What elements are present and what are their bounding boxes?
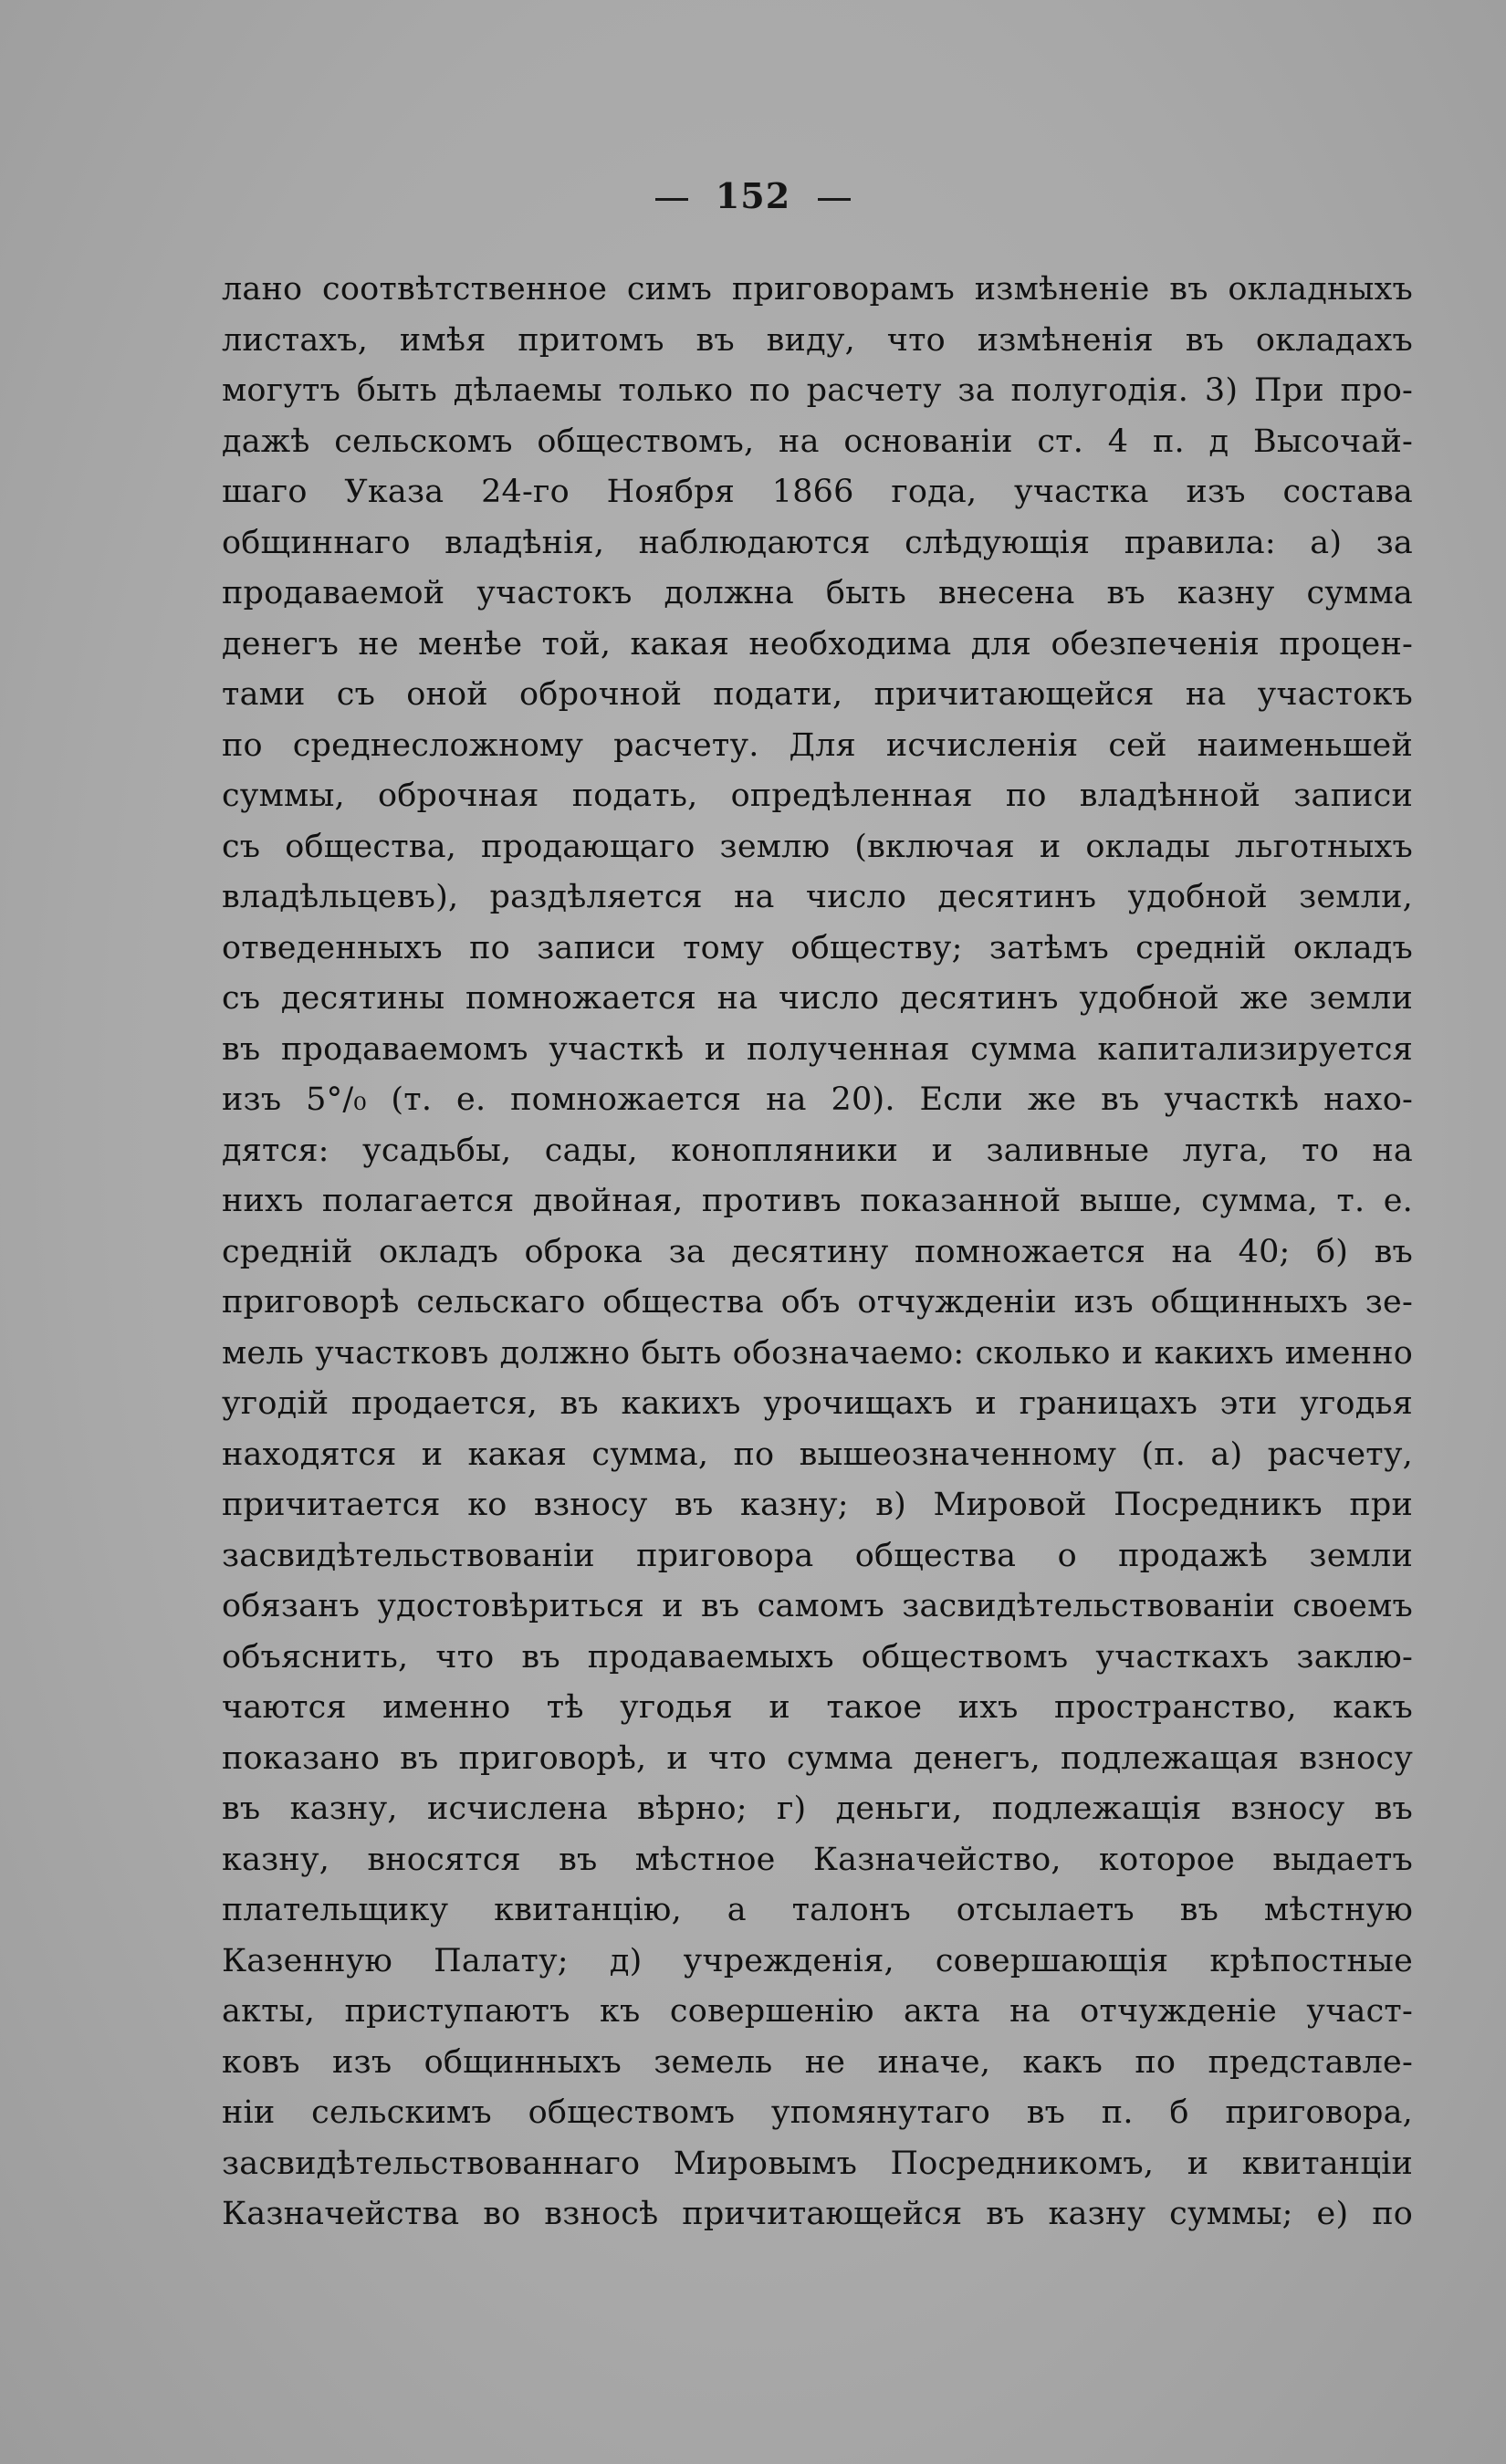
text-line: могутъ быть дѣлаемы только по расчету за полугодія. 3) При про-: [222, 372, 1413, 409]
text-line: владѣльцевъ), раздѣляется на число десятинъ удобной земли,: [222, 879, 1413, 915]
text-line: засвидѣтельствованнаго Мировымъ Посредникомъ, и квитанціи: [222, 2145, 1413, 2182]
text-line: съ десятины помножается на число десятинъ удобной же земли: [222, 980, 1413, 1017]
text-line: нiи сельскимъ обществомъ упомянутаго въ п. б приговора,: [222, 2094, 1413, 2131]
text-line: въ продаваемомъ участкѣ и полученная сумма капитализируется: [222, 1030, 1413, 1068]
page-header: [0, 175, 1506, 216]
text-line: среднiй окладъ оброка за десятину помножается на 40; б) въ: [222, 1233, 1413, 1270]
text-line: находятся и какая сумма, по вышеозначенному (п. а) расчету,: [222, 1436, 1413, 1473]
text-line: въ казну, исчислена вѣрно; г) деньги, подлежащія взносу въ: [222, 1791, 1413, 1827]
text-line: по среднесложному расчету. Для исчисленія сей наименьшей: [222, 726, 1413, 764]
text-line: общиннаго владѣнія, наблюдаются слѣдующія правила: а) за: [222, 524, 1413, 561]
text-line: засвидѣтельствованіи приговора общества о продажѣ земли: [222, 1537, 1413, 1574]
text-line: чаются именно тѣ угодья и такое ихъ пространство, какъ: [222, 1689, 1413, 1726]
text-line: листахъ, имѣя притомъ въ виду, что измѣненія въ окладахъ: [222, 321, 1413, 359]
text-line: причитается ко взносу въ казну; в) Мировой Посредникъ при: [222, 1487, 1413, 1523]
text-line: дажѣ сельскомъ обществомъ, на основаніи ст. 4 п. д Высочай-: [222, 423, 1413, 460]
text-line: плательщику квитанцію, а талонъ отсылаетъ въ мѣстную: [222, 1892, 1413, 1928]
text-line: нихъ полагается двойная, противъ показанной выше, сумма, т. е.: [222, 1183, 1413, 1219]
text-line: суммы, оброчная подать, опредѣленная по владѣнной записи: [222, 778, 1413, 814]
text-line: Казенную Палату; д) учрежденія, совершающія крѣпостные: [222, 1942, 1413, 1979]
text-line: приговорѣ сельскаго общества объ отчужденіи изъ общинныхъ зе-: [222, 1284, 1413, 1321]
header-dash-right: [818, 198, 851, 201]
text-line: показано въ приговорѣ, и что сумма денегъ, подлежащая взносу: [222, 1739, 1413, 1777]
text-line: лано соотвѣтственное симъ приговорамъ измѣненіе въ окладныхъ: [222, 271, 1413, 308]
text-line: отведенныхъ по записи тому обществу; затѣмъ среднiй окладъ: [222, 929, 1413, 966]
text-line: казну, вносятся въ мѣстное Казначейство, которое выдаетъ: [222, 1841, 1413, 1878]
text-line: Казначейства во взносѣ причитающейся въ казну суммы; е) по: [222, 2196, 1413, 2232]
text-line: дятся: усадьбы, сады, конопляники и заливные луга, то на: [222, 1132, 1413, 1169]
page-number: 152: [715, 175, 791, 216]
text-line: угодiй продается, въ какихъ урочищахъ и границахъ эти угодья: [222, 1385, 1413, 1422]
text-line: мель участковъ должно быть обозначаемо: сколько и какихъ именно: [222, 1334, 1413, 1372]
text-line: денегъ не менѣе той, какая необходима для обезпеченія процен-: [222, 625, 1413, 663]
text-line: изъ 5°/₀ (т. е. помножается на 20). Если же въ участкѣ нахо-: [222, 1081, 1413, 1118]
text-line: акты, приступаютъ къ совершенію акта на отчужденіе участ-: [222, 1993, 1413, 2030]
body-text: [222, 265, 1413, 2240]
text-line: объяснить, что въ продаваемыхъ обществомъ участкахъ заклю-: [222, 1638, 1413, 1676]
header-dash-left: [655, 198, 688, 201]
text-line: продаваемой участокъ должна быть внесена въ казну сумма: [222, 575, 1413, 611]
text-line: обязанъ удостовѣриться и въ самомъ засвидѣтельствованіи своемъ: [222, 1588, 1413, 1624]
text-line: шаго Указа 24-го Ноября 1866 года, участка изъ состава: [222, 474, 1413, 510]
text-line: тами съ оной оброчной подати, причитающейся на участокъ: [222, 676, 1413, 713]
text-line: съ общества, продающаго землю (включая и оклады льготныхъ: [222, 828, 1413, 865]
text-line: ковъ изъ общинныхъ земель не иначе, какъ по представле-: [222, 2043, 1413, 2081]
